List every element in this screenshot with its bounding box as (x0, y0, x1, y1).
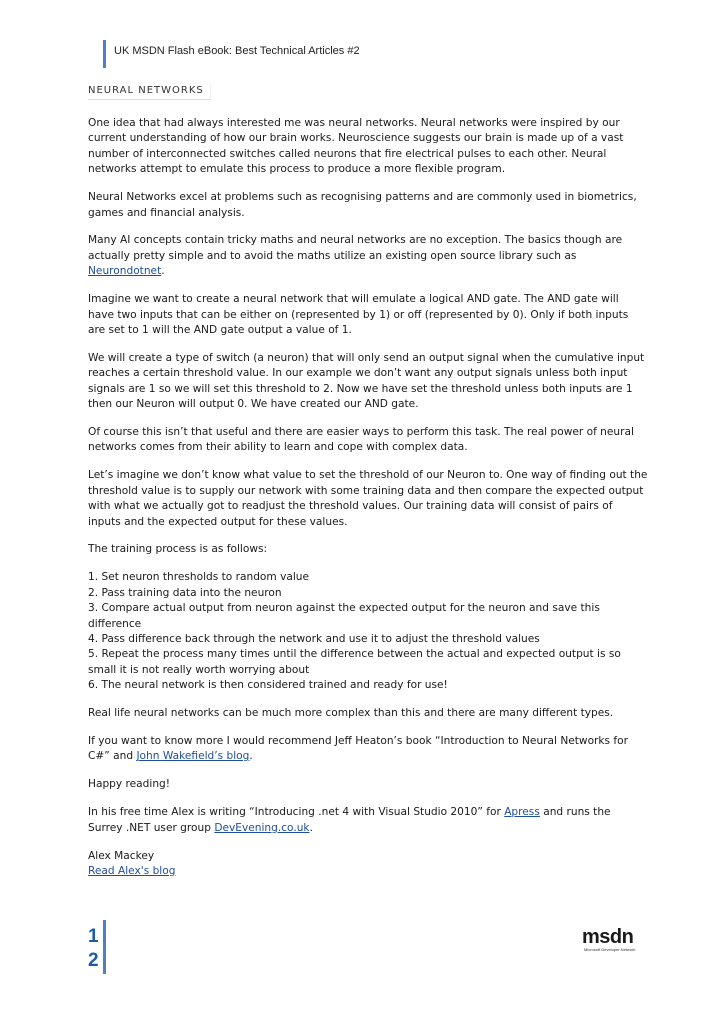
msdn-logo-subtext: Microsoft Developer Network (584, 947, 636, 952)
read-alex-blog-link[interactable]: Read Alex's blog (88, 864, 176, 877)
author-name: Alex Mackey (88, 849, 155, 862)
paragraph-9: Real life neural networks can be much more complex than this and there are many different types. (88, 707, 614, 720)
paragraph-8: The training process is as follows: (88, 543, 268, 556)
neurondotnet-link[interactable]: Neurondotnet (88, 265, 162, 278)
paragraph-5: We will create a type of switch (a neuron) that will only send an output signal when the cumulative input reaches a certain threshold value. In our example we don’t want any output signals unless both input signals are 1 so we will set this threshold to 2. Now we have set the threshold unless both inputs are 1 then our Neuron will output 0. We have created our AND gate. (88, 351, 645, 411)
msdn-logo-text: msdn (582, 926, 634, 948)
list-item: 1. Set neuron thresholds to random value (88, 571, 310, 584)
header-accent-bar (103, 40, 106, 68)
list-item: 6. The neural network is then considered trained and ready for use! (88, 679, 448, 692)
paragraph-3 (88, 233, 648, 279)
list-item: 5. Repeat the process many times until the difference between the actual and expected output is so small it is not really worth worrying about (88, 648, 621, 676)
paragraph-3-text: Many AI concepts contain tricky maths and neural networks are no exception. The basics though are actually pretty simple and to avoid the maths utilize an existing open source library such as (88, 234, 623, 262)
paragraph-10 (88, 734, 648, 765)
msdn-logo (580, 924, 652, 954)
paragraph-10-text: If you want to know more I would recommend Jeff Heaton’s book “Introduction to Neural Networks for C#” and (88, 735, 629, 763)
devevening-link[interactable]: DevEvening.co.uk (214, 821, 310, 834)
training-steps-list (88, 570, 648, 693)
list-item: 2. Pass training data into the neuron (88, 586, 282, 599)
paragraph-12-text-2: and runs the Surrey .NET user group (88, 806, 611, 834)
paragraph-12 (88, 805, 648, 836)
paragraph-6: Of course this isn’t that useful and there are easier ways to perform this task. The real power of neural networks comes from their ability to learn and cope with complex data. (88, 426, 634, 454)
paragraph-7: Let’s imagine we don’t know what value to set the threshold of our Neuron to. One way of finding out the threshold value is to supply our network with some training data and then compare the expected output with what we actually got to readjust the threshold values. Our training data will consist of pairs of inputs and the expected output for these values. (88, 469, 648, 528)
paragraph-12-text-1: In his free time Alex is writing “Introducing .net 4 with Visual Studio 2010” for (88, 806, 505, 819)
article-body (88, 116, 648, 879)
paragraph-4: Imagine we want to create a neural network that will emulate a logical AND gate. The AND gate will have two inputs that can be either on (represented by 1) or off (represented by 0). Only if both inputs are set to 1 will the AND gate output a value of 1. (88, 293, 629, 336)
footer-accent-bar (103, 920, 106, 974)
header-title: UK MSDN Flash eBook: Best Technical Articles #2 (114, 45, 360, 57)
list-item: 3. Compare actual output from neuron against the expected output for the neuron and save this difference (88, 602, 600, 630)
section-title (88, 85, 211, 100)
paragraph-3-end: . (161, 265, 165, 278)
paragraph-10-end: . (249, 750, 253, 763)
page-number-digit-1: 1 (88, 926, 99, 947)
paragraph-1: One idea that had always interested me was neural networks. Neural networks were inspired by our current understanding of how our brain works. Neuroscience suggests our brain is made up of a vast number of interconnected switches called neurons that fire electrical pulses to each other. Neural networks attempt to emulate this process to produce a more flexible program. (88, 117, 624, 176)
list-item: 4. Pass difference back through the network and use it to adjust the threshold values (88, 632, 540, 645)
paragraph-2: Neural Networks excel at problems such as recognising patterns and are commonly used in biometrics, games and financial analysis. (88, 191, 637, 219)
paragraph-11: Happy reading! (88, 778, 171, 791)
section-title-text: NEURAL NETWORKS (88, 85, 211, 100)
page-number-digit-2: 2 (88, 950, 99, 971)
apress-link[interactable]: Apress (504, 806, 540, 819)
john-wakefield-blog-link[interactable]: John Wakefield’s blog (136, 750, 250, 763)
paragraph-12-end: . (309, 821, 313, 834)
